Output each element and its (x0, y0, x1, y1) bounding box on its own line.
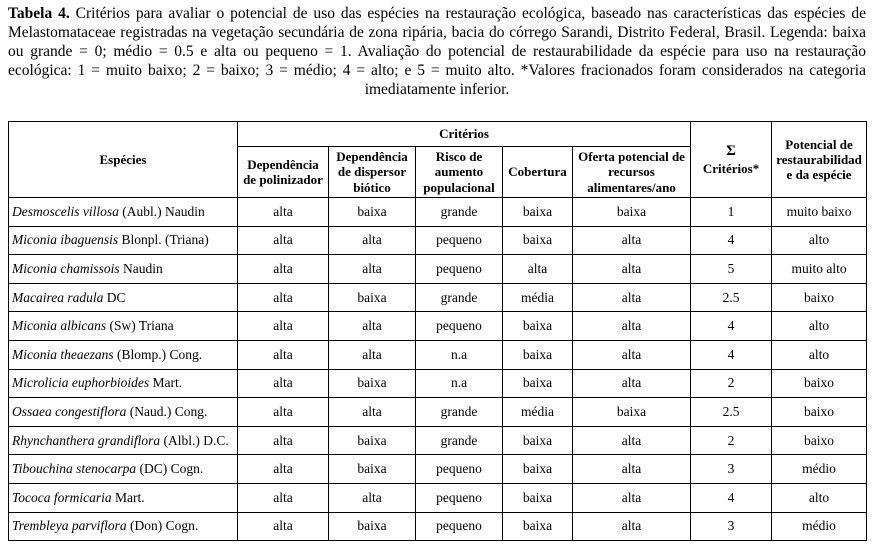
species-authority: (Naud.) Cong. (126, 403, 208, 419)
cell-restoration-potential: alto (772, 226, 867, 255)
table-body (9, 198, 867, 541)
species-scientific-name: Trembleya parviflora (12, 518, 127, 534)
cell-food-resources: alta (573, 512, 691, 541)
cell-disperser-dependence: baixa (329, 455, 416, 484)
cell-species (9, 283, 238, 312)
cell-food-resources: alta (573, 483, 691, 512)
species-scientific-name: Microlicia euphorbioides (12, 375, 150, 391)
species-authority: DC (103, 289, 126, 305)
table-row (9, 283, 867, 312)
cell-population-risk: grande (416, 283, 503, 312)
species-scientific-name: Tococa formicaria (12, 489, 112, 505)
species-scientific-name: Macairea radula (12, 289, 104, 305)
species-authority: Mart. (149, 375, 183, 391)
species-scientific-name: Miconia theaezans (12, 346, 114, 362)
cell-sum-criteria: 4 (691, 483, 772, 512)
cell-sum-criteria: 5 (691, 255, 772, 284)
cell-restoration-potential: muito alto (772, 255, 867, 284)
header-criterion-pollinator: Dependência de polinizador (238, 147, 329, 198)
cell-restoration-potential: alto (772, 312, 867, 341)
cell-disperser-dependence: alta (329, 255, 416, 284)
cell-species (9, 512, 238, 541)
cell-cover: média (503, 283, 573, 312)
cell-food-resources: alta (573, 455, 691, 484)
table-row (9, 198, 867, 227)
cell-pollinator-dependence: alta (238, 283, 329, 312)
header-criterion-cover: Cobertura (503, 147, 573, 198)
header-sum-label: Critérios* (702, 160, 760, 176)
species-scientific-name: Rhynchanthera grandiflora (12, 432, 161, 448)
cell-population-risk: pequeno (416, 512, 503, 541)
cell-pollinator-dependence: alta (238, 426, 329, 455)
cell-population-risk: grande (416, 426, 503, 455)
table-row (9, 340, 867, 369)
cell-pollinator-dependence: alta (238, 255, 329, 284)
cell-cover: baixa (503, 369, 573, 398)
cell-species (9, 483, 238, 512)
table-row (9, 512, 867, 541)
cell-restoration-potential: muito baixo (772, 198, 867, 227)
cell-population-risk: grande (416, 198, 503, 227)
table-row (9, 312, 867, 341)
cell-sum-criteria: 4 (691, 340, 772, 369)
cell-restoration-potential: baixo (772, 283, 867, 312)
caption-text: Critérios para avaliar o potencial de uso das espécies na restauração ecológica, baseado nas características das espécies de Melastomataceae registradas na vegetação secundária de zona ripária, bacia do córrego Sarandi, Distrito Federal, Brasil. Legenda: baixa ou grande = 0; médio = 0.5 e alta ou pequeno = 1. Avaliação do potencial de restaurabilidade da espécie para uso na restauração ecológica: 1 = muito baixo; 2 = baixo; 3 = médio; 4 = alto; e 5 = muito alto. *Valores fracionados foram considerados na categoria imediatamente inferior. (8, 5, 866, 98)
table-row (9, 255, 867, 284)
cell-cover: alta (503, 255, 573, 284)
cell-cover: baixa (503, 483, 573, 512)
cell-sum-criteria: 3 (691, 455, 772, 484)
header-species: Espécies (9, 122, 238, 198)
cell-species (9, 340, 238, 369)
criteria-table (8, 121, 867, 541)
cell-disperser-dependence: baixa (329, 426, 416, 455)
species-authority: (Aubl.) Naudin (118, 203, 205, 219)
cell-species (9, 198, 238, 227)
cell-sum-criteria: 2.5 (691, 398, 772, 427)
cell-cover: média (503, 398, 573, 427)
cell-disperser-dependence: baixa (329, 512, 416, 541)
cell-pollinator-dependence: alta (238, 312, 329, 341)
table-row (9, 398, 867, 427)
species-authority: Mart. (111, 489, 145, 505)
cell-species (9, 226, 238, 255)
cell-population-risk: pequeno (416, 455, 503, 484)
sigma-symbol: Σ (726, 142, 736, 159)
cell-sum-criteria: 2 (691, 369, 772, 398)
cell-pollinator-dependence: alta (238, 483, 329, 512)
cell-restoration-potential: alto (772, 340, 867, 369)
species-scientific-name: Desmoscelis villosa (12, 203, 119, 219)
cell-pollinator-dependence: alta (238, 198, 329, 227)
species-scientific-name: Miconia albicans (12, 318, 107, 334)
species-scientific-name: Miconia ibaguensis (12, 232, 119, 248)
species-scientific-name: Ossaea congestiflora (12, 403, 127, 419)
cell-disperser-dependence: alta (329, 398, 416, 427)
cell-disperser-dependence: alta (329, 312, 416, 341)
cell-population-risk: pequeno (416, 226, 503, 255)
cell-cover: baixa (503, 226, 573, 255)
cell-species (9, 255, 238, 284)
cell-food-resources: alta (573, 283, 691, 312)
table-row (9, 369, 867, 398)
species-authority: (Blomp.) Cong. (113, 346, 203, 362)
cell-food-resources: baixa (573, 398, 691, 427)
cell-food-resources: alta (573, 340, 691, 369)
header-row-group (9, 122, 867, 147)
cell-sum-criteria: 1 (691, 198, 772, 227)
cell-cover: baixa (503, 312, 573, 341)
cell-population-risk: grande (416, 398, 503, 427)
cell-disperser-dependence: baixa (329, 369, 416, 398)
table-row (9, 226, 867, 255)
cell-food-resources: alta (573, 312, 691, 341)
cell-disperser-dependence: alta (329, 340, 416, 369)
header-criterion-disperser: Dependência de dispersor biótico (329, 147, 416, 198)
species-scientific-name: Miconia chamissois (12, 260, 120, 276)
cell-sum-criteria: 4 (691, 312, 772, 341)
cell-restoration-potential: baixo (772, 398, 867, 427)
cell-food-resources: alta (573, 369, 691, 398)
cell-pollinator-dependence: alta (238, 455, 329, 484)
cell-pollinator-dependence: alta (238, 398, 329, 427)
table-row (9, 455, 867, 484)
species-authority: Blonpl. (Triana) (118, 232, 209, 248)
cell-cover: baixa (503, 426, 573, 455)
cell-restoration-potential: alto (772, 483, 867, 512)
table-header (9, 122, 867, 198)
cell-disperser-dependence: baixa (329, 198, 416, 227)
cell-pollinator-dependence: alta (238, 226, 329, 255)
cell-sum-criteria: 3 (691, 512, 772, 541)
cell-food-resources: baixa (573, 198, 691, 227)
header-restoration-potential: Potencial de restaurabilidade da espécie (772, 122, 867, 198)
header-criteria-group: Critérios (238, 122, 691, 147)
cell-species (9, 426, 238, 455)
species-authority: Naudin (119, 260, 163, 276)
header-sum-criteria (691, 122, 772, 198)
cell-species (9, 369, 238, 398)
cell-population-risk: pequeno (416, 255, 503, 284)
table-row (9, 483, 867, 512)
cell-pollinator-dependence: alta (238, 512, 329, 541)
cell-restoration-potential: médio (772, 455, 867, 484)
cell-species (9, 312, 238, 341)
cell-food-resources: alta (573, 226, 691, 255)
cell-pollinator-dependence: alta (238, 340, 329, 369)
cell-population-risk: n.a (416, 369, 503, 398)
cell-cover: baixa (503, 340, 573, 369)
cell-restoration-potential: baixo (772, 369, 867, 398)
cell-species (9, 398, 238, 427)
cell-disperser-dependence: alta (329, 483, 416, 512)
cell-restoration-potential: médio (772, 512, 867, 541)
cell-disperser-dependence: alta (329, 226, 416, 255)
species-authority: (Sw) Triana (106, 318, 174, 334)
cell-restoration-potential: baixo (772, 426, 867, 455)
species-authority: (DC) Cogn. (136, 461, 204, 477)
cell-disperser-dependence: baixa (329, 283, 416, 312)
cell-food-resources: alta (573, 426, 691, 455)
cell-population-risk: pequeno (416, 483, 503, 512)
species-authority: (Don) Cogn. (126, 518, 199, 534)
header-criterion-food-resources: Oferta potencial de recursos alimentares/ano (573, 147, 691, 198)
cell-cover: baixa (503, 198, 573, 227)
cell-sum-criteria: 4 (691, 226, 772, 255)
cell-pollinator-dependence: alta (238, 369, 329, 398)
cell-sum-criteria: 2.5 (691, 283, 772, 312)
species-authority: (Albl.) D.C. (160, 432, 229, 448)
cell-cover: baixa (503, 512, 573, 541)
cell-sum-criteria: 2 (691, 426, 772, 455)
table-row (9, 426, 867, 455)
cell-population-risk: pequeno (416, 312, 503, 341)
caption-label: Tabela 4. (8, 5, 70, 22)
table-caption (8, 4, 866, 99)
header-criterion-population-risk: Risco de aumento populacional (416, 147, 503, 198)
cell-species (9, 455, 238, 484)
species-scientific-name: Tibouchina stenocarpa (12, 461, 137, 477)
cell-cover: baixa (503, 455, 573, 484)
cell-population-risk: n.a (416, 340, 503, 369)
cell-food-resources: alta (573, 255, 691, 284)
